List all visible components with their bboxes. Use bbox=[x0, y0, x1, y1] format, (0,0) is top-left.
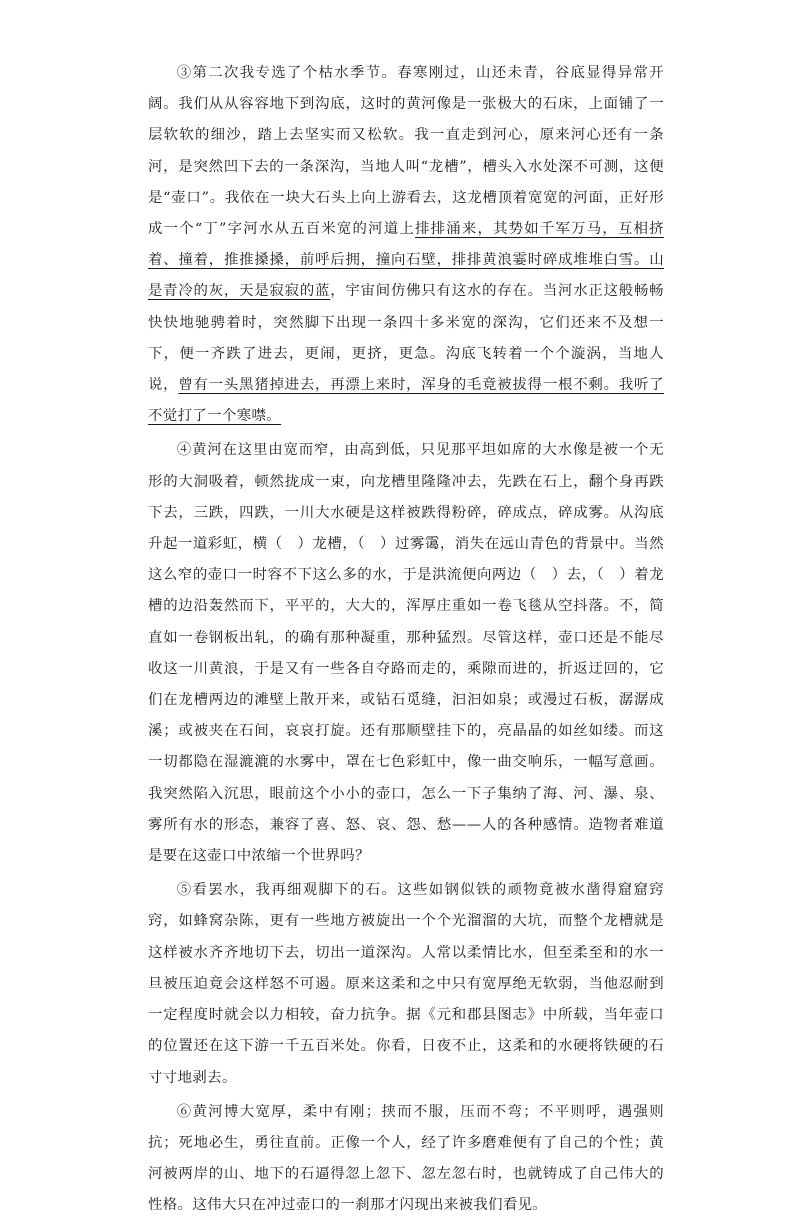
paragraph-3 bbox=[148, 58, 664, 432]
paragraph-3-underlined-2: 曾有一头黑猪掉进去，再漂上来时，浑身的毛竟被拔得一根不剩。我听了不觉打了一个寒噤。 bbox=[148, 377, 664, 425]
paragraph-3-text-1: ③第二次我专选了个枯水季节。春寒刚过，山还未青，谷底显得异常开阔。我们从从容容地下到沟底，这时的黄河像是一张极大的石床，上面铺了一层软软的细沙，踏上去坚实而又松软。我一直走到河心，原来河心还有一条河，是突然凹下去的一条深沟，当地人叫“龙槽”，槽头入水处深不可测，这便是“壶口”。我依在一块大石头上向上游看去，这龙槽顶着宽宽的河面，正好形成一个“丁”字河水从五百米宽的河道上 bbox=[148, 65, 664, 238]
paragraph-3-text-2: ，宇宙间仿佛只有这水的存在。当河水正这般畅畅快快地驰骋着时，突然脚下出现一条四十多米宽的深沟，它们还来不及想一下，便一齐跌了进去，更闹，更挤，更急。沟底飞转着一个个漩涡，当地人说， bbox=[148, 283, 664, 394]
paragraph-6 bbox=[148, 1097, 664, 1222]
article-body bbox=[148, 58, 664, 1222]
paragraph-4-text: ④黄河在这里由宽而窄，由高到低，只见那平坦如席的大水像是被一个无形的大洞吸着，顿然拢成一束，向龙槽里隆隆冲去，先跌在石上，翻个身再跌下去，三跌，四跌，一川大水硬是这样被跌得粉碎，碎成点，碎成雾。从沟底升起一道彩虹，横（ ）龙槽，（ ）过雾霭，消失在远山青色的背景中。当然这么窄的壶口一时容不下这么多的水，于是洪流便向两边（ ）去，（ ）着龙槽的边沿轰然而下，平平的，大大的，浑厚庄重如一卷飞毯从空抖落。不，简直如一卷钢板出轧，的确有那种凝重，那种猛烈。尽管这样，壶口还是不能尽收这一川黄浪，于是又有一些各自夺路而走的，乘隙而进的，折返迂回的，它们在龙槽两边的滩壁上散开来，或钻石觅缝，汩汩如泉；或漫过石板，潺潺成溪；或被夹在石间，哀哀打旋。还有那顺壁挂下的，亮晶晶的如丝如缕。而这一切都隐在湿漉漉的水雾中，罩在七色彩虹中，像一曲交响乐，一幅写意画。我突然陷入沉思，眼前这个小小的壶口，怎么一下子集纳了海、河、瀑、泉、雾所有水的形态，兼容了喜、怒、哀、怨、愁——人的各种感情。造物者难道是要在这壶口中浓缩一个世界吗？ bbox=[148, 442, 664, 865]
paragraph-3-underlined-1: 排排涌来，其势如千军万马，互相挤着、撞着，推推搡搡，前呼后拥，撞向石壁，排排黄浪霎时碎成堆堆白雪。山是青冷的灰，天是寂寂的蓝 bbox=[148, 221, 665, 300]
paragraph-5 bbox=[148, 875, 664, 1093]
paragraph-6-text: ⑥黄河博大宽厚，柔中有刚；挟而不服，压而不弯；不平则呼，遇强则抗；死地必生，勇往直前。正像一个人，经了许多磨难便有了自己的个性；黄河被两岸的山、地下的石逼得忽上忽下、忽左忽右时，也就铸成了自己伟大的性格。这伟大只在冲过壶口的一刹那才闪现出来被我们看见。 bbox=[148, 1103, 664, 1214]
paragraph-5-text: ⑤看罢水，我再细观脚下的石。这些如钢似铁的顽物竟被水凿得窟窟窍窍，如蜂窝杂陈，更有一些地方被旋出一个个光溜溜的大坑，而整个龙槽就是这样被水齐齐地切下去，切出一道深沟。人常以柔情比水，但至柔至和的水一旦被压迫竟会这样怒不可遏。原来这柔和之中只有宽厚绝无软弱，当他忍耐到一定程度时就会以力相较，奋力抗争。据《元和郡县图志》中所载，当年壶口的位置还在这下游一千五百米处。你看，日夜不止，这柔和的水硬将铁硬的石寸寸地剥去。 bbox=[148, 882, 664, 1086]
paragraph-4 bbox=[148, 435, 664, 872]
